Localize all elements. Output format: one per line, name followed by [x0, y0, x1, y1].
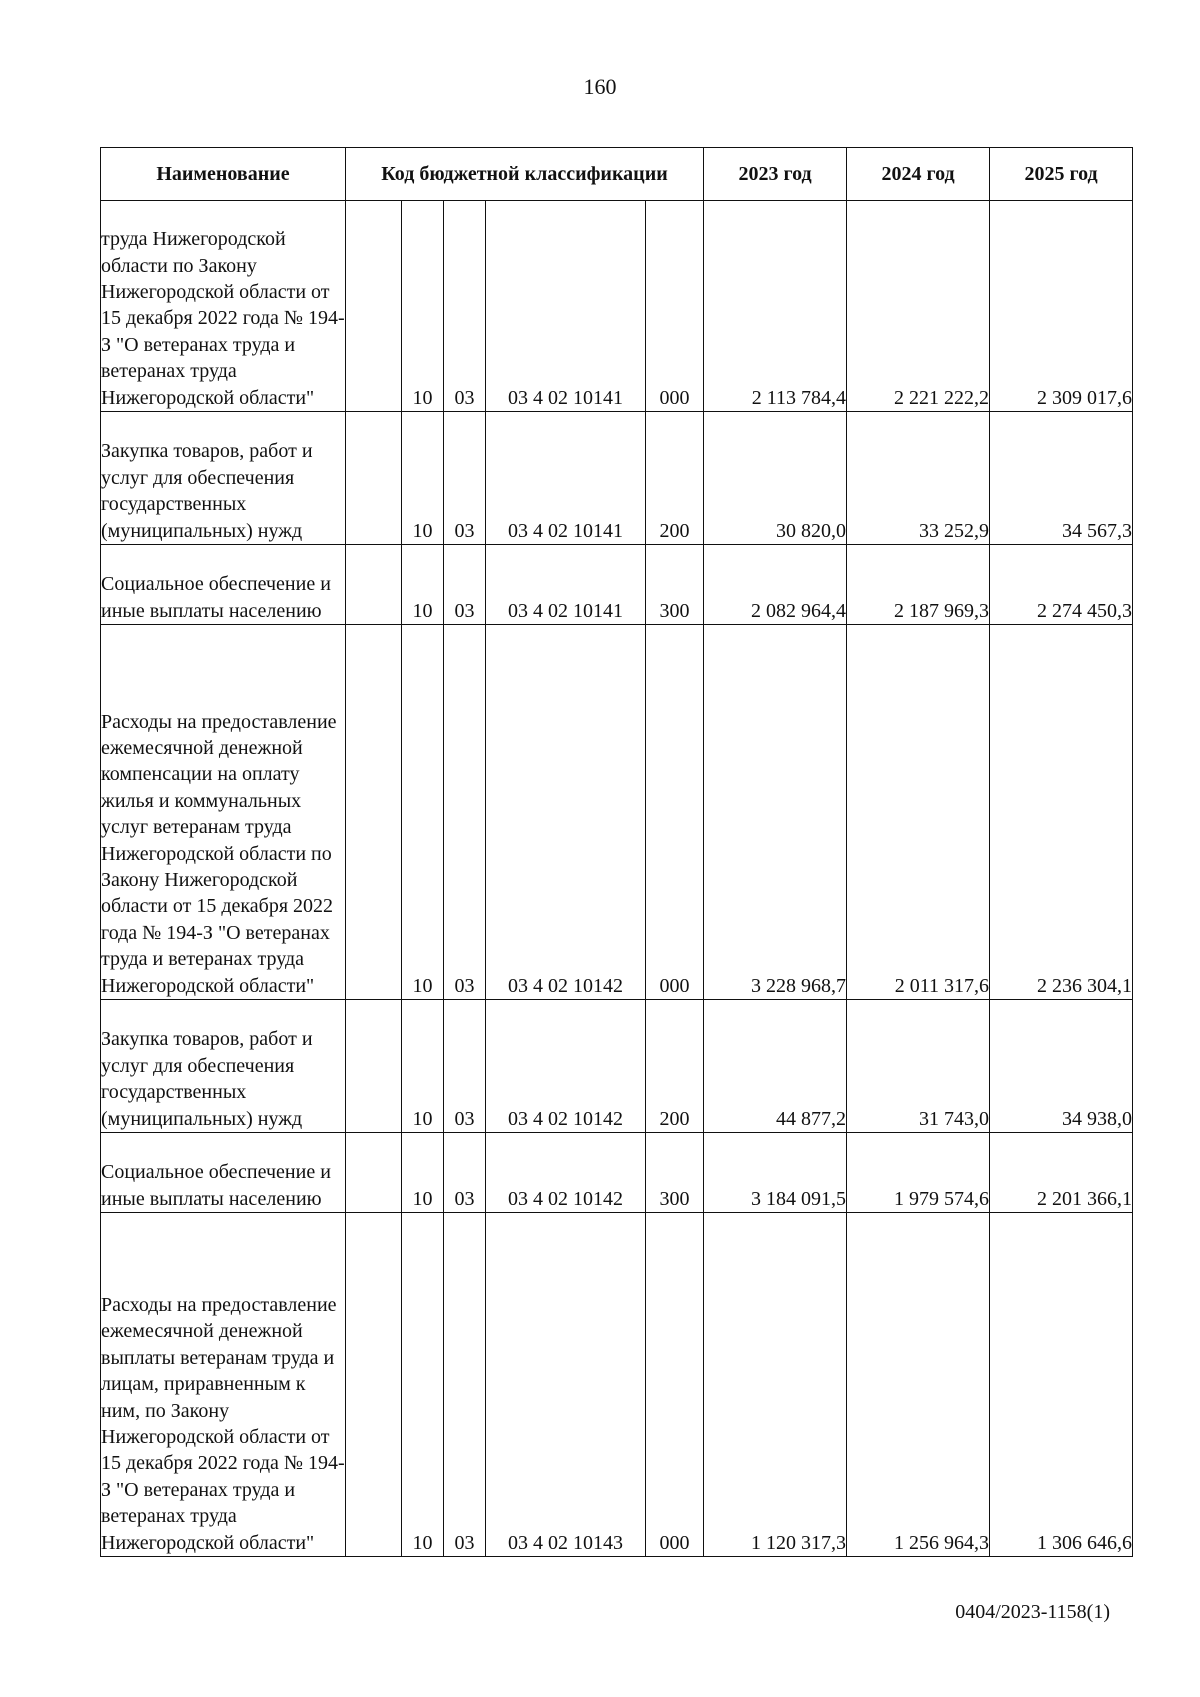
row-name: Расходы на предоставление ежемесячной денежной компенсации на оплату жилья и коммунальных услуг ветеранам труда Нижегородской области по Закону Нижегородской области от 15 декабря 2022 года № 194-З "О ветеранах труда и ветеранах труда Нижегородской области": [101, 625, 346, 1000]
code-subsection: 03: [444, 201, 486, 412]
header-2023: 2023 год: [704, 148, 847, 201]
code-subsection: 03: [444, 1000, 486, 1133]
value-2024: 2 011 317,6: [847, 625, 990, 1000]
code-section: 10: [402, 201, 444, 412]
code-expense-type: 200: [646, 1000, 704, 1133]
code-target-article: 03 4 02 10142: [486, 625, 646, 1000]
code-subsection: 03: [444, 545, 486, 625]
budget-table: [100, 147, 1133, 1557]
value-2025: 2 236 304,1: [990, 625, 1133, 1000]
value-2023: 3 228 968,7: [704, 625, 847, 1000]
table-row: [101, 1000, 1133, 1133]
code-target-article: 03 4 02 10142: [486, 1133, 646, 1213]
code-part-1: [346, 545, 402, 625]
code-expense-type: 200: [646, 412, 704, 545]
value-2024: 31 743,0: [847, 1000, 990, 1133]
table-row: [101, 1213, 1133, 1557]
table-row: [101, 1133, 1133, 1213]
value-2024: 2 187 969,3: [847, 545, 990, 625]
document-registration-number: 0404/2023-1158(1): [955, 1601, 1110, 1623]
code-part-1: [346, 625, 402, 1000]
row-name: Закупка товаров, работ и услуг для обеспечения государственных (муниципальных) нужд: [101, 1000, 346, 1133]
value-2023: 2 113 784,4: [704, 201, 847, 412]
page-number: 160: [583, 74, 617, 99]
table-header-row: [101, 148, 1133, 201]
value-2025: 34 567,3: [990, 412, 1133, 545]
value-2025: 1 306 646,6: [990, 1213, 1133, 1557]
code-part-1: [346, 201, 402, 412]
code-part-1: [346, 1000, 402, 1133]
code-section: 10: [402, 1133, 444, 1213]
value-2025: 2 309 017,6: [990, 201, 1133, 412]
header-code: Код бюджетной классификации: [346, 148, 704, 201]
header-name: Наименование: [101, 148, 346, 201]
code-section: 10: [402, 545, 444, 625]
value-2025: 2 274 450,3: [990, 545, 1133, 625]
value-2024: 1 256 964,3: [847, 1213, 990, 1557]
header-2025: 2025 год: [990, 148, 1133, 201]
value-2023: 1 120 317,3: [704, 1213, 847, 1557]
value-2023: 3 184 091,5: [704, 1133, 847, 1213]
code-part-1: [346, 412, 402, 545]
code-subsection: 03: [444, 625, 486, 1000]
code-section: 10: [402, 1000, 444, 1133]
value-2024: 2 221 222,2: [847, 201, 990, 412]
value-2025: 2 201 366,1: [990, 1133, 1133, 1213]
code-expense-type: 300: [646, 1133, 704, 1213]
code-expense-type: 000: [646, 201, 704, 412]
code-part-1: [346, 1213, 402, 1557]
value-2023: 30 820,0: [704, 412, 847, 545]
value-2025: 34 938,0: [990, 1000, 1133, 1133]
value-2024: 1 979 574,6: [847, 1133, 990, 1213]
table-row: [101, 201, 1133, 412]
code-target-article: 03 4 02 10142: [486, 1000, 646, 1133]
code-target-article: 03 4 02 10141: [486, 545, 646, 625]
row-name: труда Нижегородской области по Закону Нижегородской области от 15 декабря 2022 года № 194-З "О ветеранах труда и ветеранах труда Нижегородской области": [101, 201, 346, 412]
value-2023: 2 082 964,4: [704, 545, 847, 625]
row-name: Закупка товаров, работ и услуг для обеспечения государственных (муниципальных) нужд: [101, 412, 346, 545]
table-row: [101, 545, 1133, 625]
code-target-article: 03 4 02 10143: [486, 1213, 646, 1557]
code-expense-type: 000: [646, 1213, 704, 1557]
code-section: 10: [402, 412, 444, 545]
row-name: Социальное обеспечение и иные выплаты населению: [101, 545, 346, 625]
row-name: Расходы на предоставление ежемесячной денежной выплаты ветеранам труда и лицам, приравненным к ним, по Закону Нижегородской области от 15 декабря 2022 года № 194-З "О ветеранах труда и ветеранах труда Нижегородской области": [101, 1213, 346, 1557]
code-section: 10: [402, 625, 444, 1000]
code-subsection: 03: [444, 412, 486, 545]
code-subsection: 03: [444, 1133, 486, 1213]
row-name: Социальное обеспечение и иные выплаты населению: [101, 1133, 346, 1213]
code-section: 10: [402, 1213, 444, 1557]
code-part-1: [346, 1133, 402, 1213]
table-row: [101, 625, 1133, 1000]
code-expense-type: 300: [646, 545, 704, 625]
table-row: [101, 412, 1133, 545]
code-expense-type: 000: [646, 625, 704, 1000]
header-2024: 2024 год: [847, 148, 990, 201]
value-2023: 44 877,2: [704, 1000, 847, 1133]
value-2024: 33 252,9: [847, 412, 990, 545]
code-target-article: 03 4 02 10141: [486, 412, 646, 545]
code-subsection: 03: [444, 1213, 486, 1557]
code-target-article: 03 4 02 10141: [486, 201, 646, 412]
